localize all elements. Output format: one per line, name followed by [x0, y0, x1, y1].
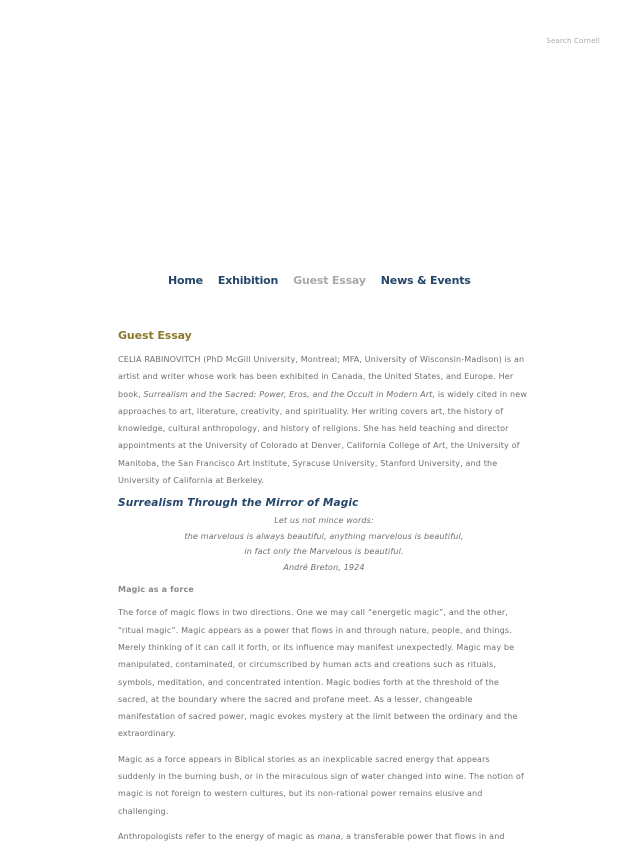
- essay-body: [118, 604, 530, 845]
- bio-text-1: CELIA RABINOVITCH (PhD McGill University, Montreal; MFA, University of Wisconsin-Madison) is an artist and writer whose work has been exhibited in Canada, the United States, and Europe. Her book,: [118, 355, 525, 399]
- essay-paragraph-3: [118, 828, 530, 845]
- author-bio: [118, 351, 530, 489]
- essay-title: Surrealism Through the Mirror of Magic: [118, 497, 359, 510]
- epigraph: [118, 513, 530, 575]
- main-content: [118, 329, 530, 853]
- nav-news-events[interactable]: News & Events: [380, 274, 471, 287]
- epigraph-attribution: André Breton, 1924: [283, 562, 365, 572]
- epigraph-line-1: Let us not mince words:: [274, 516, 374, 526]
- essay-paragraph-2: Magic as a force appears in Biblical stories as an inexplicable sacred energy that appears suddenly in the burning bush, or in the miraculous sign of water changed into wine. The notion of magic is not foreign to western cultures, but its non-rational power remains elusive and challenging.: [118, 754, 524, 816]
- paragraph-3-text-2: , a transferable power that flows in and: [340, 831, 505, 841]
- nav-exhibition[interactable]: Exhibition: [217, 274, 279, 287]
- book-title: Surrealism and the Sacred: Power, Eros, and the Occult in Modern Art,: [143, 389, 436, 399]
- nav-guest-essay[interactable]: Guest Essay: [293, 274, 366, 287]
- mana-term: mana: [317, 831, 341, 841]
- epigraph-line-2: the marvelous is always beautiful, anything marvelous is beautiful,: [184, 531, 464, 541]
- nav-home[interactable]: Home: [168, 274, 203, 287]
- essay-paragraph-1: The force of magic flows in two directions. One we may call “energetic magic”, and the other, “ritual magic”. Magic appears as a power that flows in and through nature, people, and things. Merely thinking of it can call it forth, or its influence may manifest unexpectedly. Magic may be manipulated, contaminated, or circumscribed by human acts and creations such as rituals, symbols, meditation, and concentrated intention. Magic bodies forth at the threshold of the sacred, at the boundary where the sacred and profane meet. As a lesser, changeable manifestation of sacred power, magic evokes mystery at the limit between the ordinary and the extraordinary.: [118, 608, 518, 739]
- epigraph-line-3: in fact only the Marvelous is beautiful.: [244, 547, 404, 557]
- main-nav: [168, 274, 471, 287]
- search-cornell-link[interactable]: Search Cornell: [546, 37, 600, 45]
- page-title: Guest Essay: [118, 329, 192, 342]
- bio-text-2: is widely cited in new approaches to art, literature, creativity, and spirituality. Her writing covers art, the history of knowledge, cultural anthropology, and history of religions. She has held teaching and director appointments at the University of Colorado at Denver, California College of Art, the University of Manitoba, the San Francisco Art Institute, Syracuse University, Stanford University, and the University of California at Berkeley.: [118, 389, 528, 486]
- section-heading: Magic as a force: [118, 585, 194, 595]
- paragraph-3-text-1: Anthropologists refer to the energy of magic as: [118, 831, 318, 841]
